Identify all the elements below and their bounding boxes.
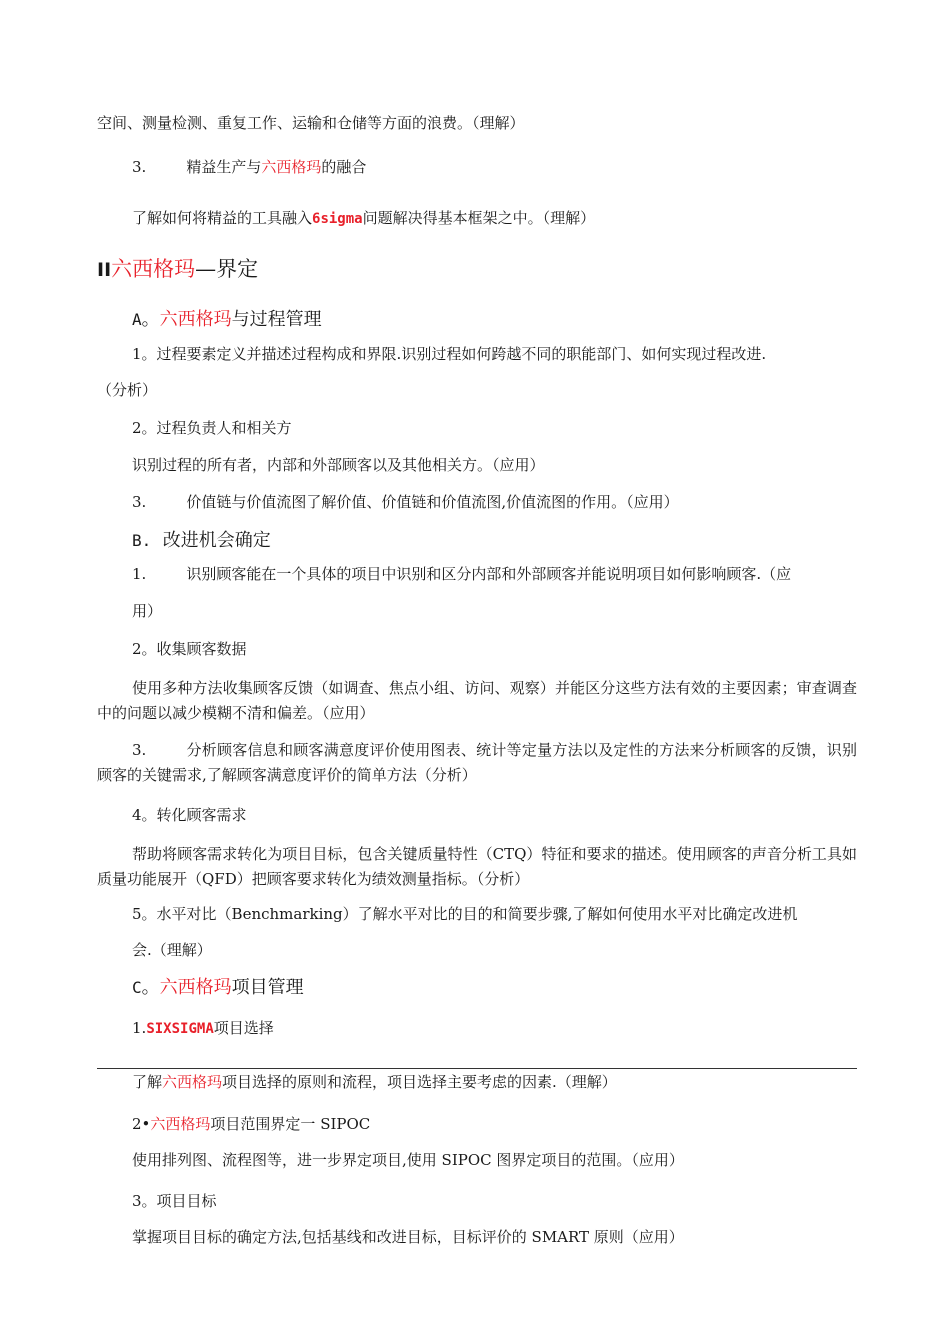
section-numeral: II xyxy=(97,259,112,281)
benchmarking-item: 5。水平对比（Benchmarking）了解水平对比的目的和简要步骤,了解如何使用水平对比确定改进机 xyxy=(132,905,798,923)
process-owner-item: 2。过程负责人和相关方 xyxy=(132,419,292,437)
six-sigma-term: SIXSIGMA xyxy=(146,1021,214,1037)
translate-needs-item: 4。转化顾客需求 xyxy=(132,806,247,824)
section-heading-define: II六西格玛—界定 xyxy=(97,257,259,281)
identify-customer-item: 1. 识别顾客能在一个具体的项目中识别和区分内部和外部顾客并能说明项目如何影响顾客.（应 xyxy=(132,565,792,583)
subheading-c: C。六西格玛项目管理 xyxy=(132,977,304,998)
project-selection-desc: 了解六西格玛项目选择的原则和流程，项目选择主要考虑的因素.（理解） xyxy=(132,1073,617,1091)
project-goal-item: 3。项目目标 xyxy=(132,1192,217,1210)
subheading-b: B. 改进机会确定 xyxy=(132,530,271,551)
collect-data-item: 2。收集顾客数据 xyxy=(132,640,247,658)
waste-line: 空间、测量检测、重复工作、运输和仓储等方面的浪费。（理解） xyxy=(97,114,525,132)
subheading-a: A。六西格玛与过程管理 xyxy=(132,309,322,330)
collect-data-desc: 使用多种方法收集顾客反馈（如调查、焦点小组、访问、观察）并能区分这些方法有效的主要因素；审查调查中的问题以减少模糊不清和偏差。（应用） xyxy=(97,679,857,722)
six-sigma-term: 6sigma xyxy=(312,211,363,227)
project-selection-item: 1.SIXSIGMA项目选择 xyxy=(132,1019,274,1037)
identify-customer-cont: 用） xyxy=(132,602,163,620)
translate-needs-desc: 帮助将顾客需求转化为项目目标，包含关键质量特性（CTQ）特征和要求的描述。使用顾客的声音分析工具如质量功能展开（QFD）把顾客要求转化为绩效测量指标。（分析） xyxy=(97,845,857,888)
project-scope-item: 2•六西格玛项目范围界定一 SIPOC xyxy=(132,1115,371,1133)
project-goal-desc: 掌握项目目标的确定方法,包括基线和改进目标，目标评价的 SMART 原则（应用） xyxy=(132,1228,684,1246)
process-owner-desc: 识别过程的所有者，内部和外部顾客以及其他相关方。（应用） xyxy=(132,456,545,474)
benchmarking-cont: 会.（理解） xyxy=(132,941,212,959)
six-sigma-term: 六西格玛 xyxy=(111,257,196,281)
six-sigma-term: 六西格玛 xyxy=(150,1115,211,1133)
process-elements-cont: （分析） xyxy=(97,381,158,399)
lean-six-sigma-item: 3. 精益生产与六西格玛的融合 xyxy=(132,158,367,176)
horizontal-divider xyxy=(97,1068,857,1069)
six-sigma-term: 六西格玛 xyxy=(159,309,232,330)
analyze-customer-item: 3. 分析顾客信息和顾客满意度评价使用图表、统计等定量方法以及定性的方法来分析顾客的反馈，识别顾客的关键需求,了解顾客满意度评价的简单方法（分析） xyxy=(97,741,857,784)
six-sigma-term: 六西格玛 xyxy=(261,158,322,176)
six-sigma-term: 六西格玛 xyxy=(162,1073,223,1091)
process-elements-item: 1。过程要素定义并描述过程构成和界限.识别过程如何跨越不同的职能部门、如何实现过程改进. xyxy=(132,345,767,363)
lean-understand-line: 了解如何将精益的工具融入6sigma问题解决得基本框架之中。（理解） xyxy=(132,209,596,227)
item-number: 3. xyxy=(132,158,147,176)
six-sigma-term: 六西格玛 xyxy=(159,977,232,998)
value-chain-item: 3. 价值链与价值流图了解价值、价值链和价值流图,价值流图的作用。（应用） xyxy=(132,493,679,511)
project-scope-desc: 使用排列图、流程图等，进一步界定项目,使用 SIPOC 图界定项目的范围。（应用） xyxy=(132,1151,684,1169)
